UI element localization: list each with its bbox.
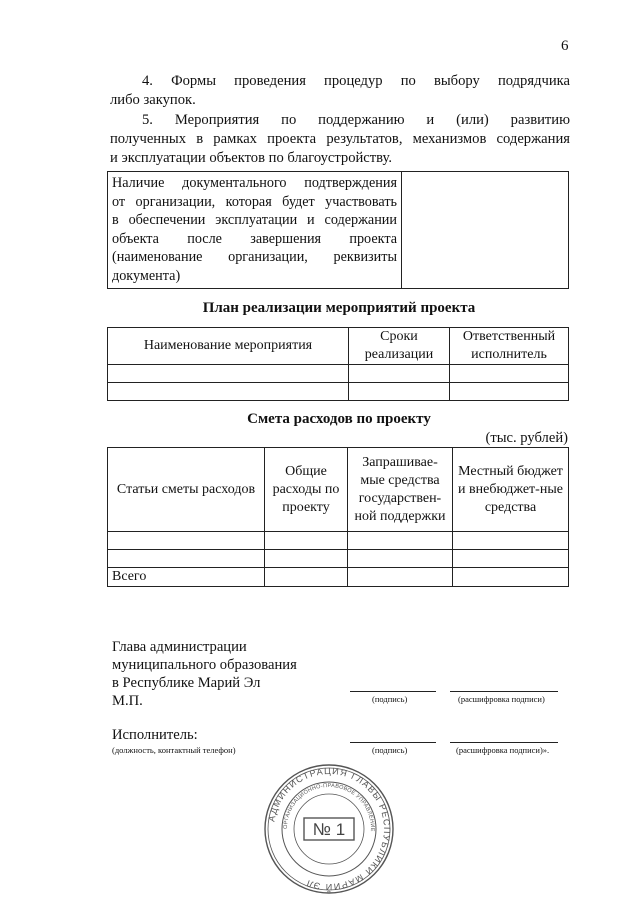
executor-caption: (должность, контактный телефон) <box>112 745 236 755</box>
budget-col-state-support: Запрашивае-мые средства государствен-ной поддержки <box>348 448 453 532</box>
decode-caption: (расшифровка подписи) <box>458 694 545 704</box>
budget-col-total: Общие расходы по проекту <box>265 448 348 532</box>
signature-title-line-1: Глава администрации <box>112 639 247 655</box>
budget-header-row <box>108 448 569 532</box>
paragraph-5-line-1: 5. Мероприятия по поддержанию и (или) развитию <box>142 112 570 128</box>
plan-col-dates: Сроки реализации <box>349 328 450 365</box>
plan-header-row <box>108 328 569 365</box>
paragraph-4-line-1: 4. Формы проведения процедур по выбору подрядчика <box>142 73 570 89</box>
page-number: 6 <box>561 38 569 54</box>
seal-place: М.П. <box>112 693 143 709</box>
decode-line <box>450 691 558 692</box>
signature-caption: (подпись) <box>372 694 408 704</box>
document-confirmation-table <box>107 171 569 289</box>
budget-unit: (тыс. рублей) <box>485 430 568 446</box>
document-confirmation-label: Наличие документального подтверждения от организации, которая будет участвовать в обеспечении эксплуатации и содержании объекта после завершения проекта (наименование организации, реквизиты документа) <box>108 172 402 289</box>
table-row <box>108 532 569 550</box>
stamp-ring-text: АДМИНИСТРАЦИЯ ГЛАВЫ РЕСПУБЛИКИ МАРИЙ ЭЛ <box>266 765 393 893</box>
stamp-inner-text: ОРГАНИЗАЦИОННО-ПРАВОВОЕ УПРАВЛЕНИЕ <box>282 782 376 832</box>
budget-title: Смета расходов по проекту <box>247 411 431 427</box>
plan-col-name: Наименование мероприятия <box>108 328 349 365</box>
decode-caption-2: (расшифровка подписи)». <box>456 745 550 755</box>
plan-table <box>107 327 569 401</box>
signature-caption-2: (подпись) <box>372 745 408 755</box>
signature-title-line-2: муниципального образования <box>112 657 297 673</box>
budget-total-label: Всего <box>108 568 265 587</box>
paragraph-4-line-2: либо закупок. <box>110 92 196 108</box>
budget-table <box>107 447 569 587</box>
table-row <box>108 383 569 401</box>
stamp-number: № 1 <box>312 820 346 839</box>
budget-total-row <box>108 568 569 587</box>
table-row <box>108 365 569 383</box>
budget-col-items: Статьи сметы расходов <box>108 448 265 532</box>
signature-line <box>350 691 436 692</box>
plan-col-responsible: Ответственный исполнитель <box>450 328 569 365</box>
paragraph-5-line-3: и эксплуатации объектов по благоустройству. <box>110 150 393 166</box>
plan-title: План реализации мероприятий проекта <box>202 300 476 316</box>
signature-line-2 <box>350 742 436 743</box>
budget-col-local: Местный бюджет и внебюджет-ные средства <box>453 448 569 532</box>
paragraph-5-line-2: полученных в рамках проекта результатов, механизмов содержания <box>110 131 570 147</box>
table-row <box>108 550 569 568</box>
executor-label: Исполнитель: <box>112 727 198 743</box>
signature-title-line-3: в Республике Марий Эл <box>112 675 261 691</box>
official-stamp <box>262 762 396 896</box>
document-confirmation-value <box>402 172 569 289</box>
decode-line-2 <box>450 742 558 743</box>
